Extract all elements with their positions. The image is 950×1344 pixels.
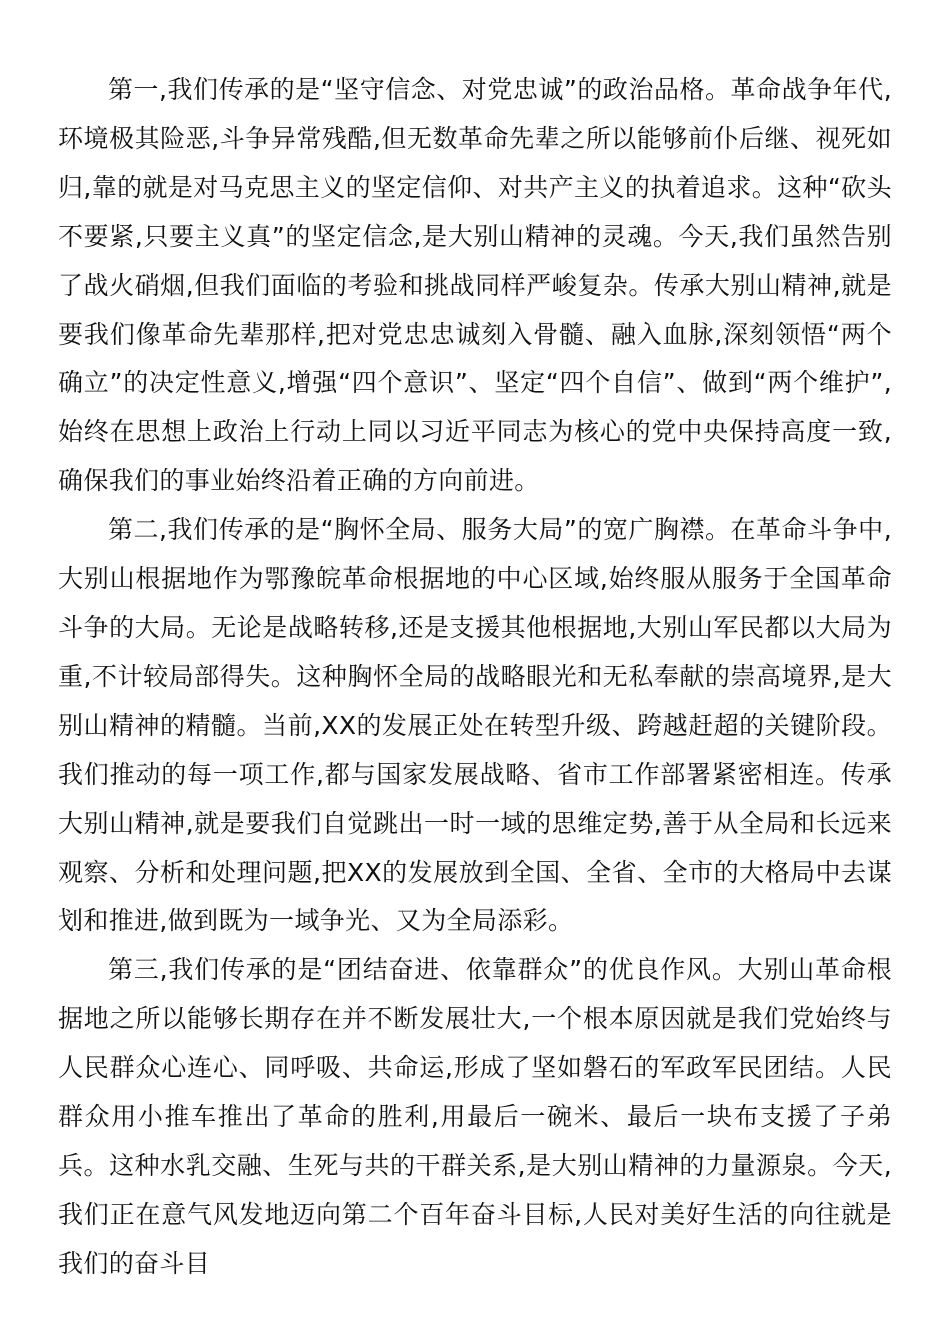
paragraph-third: 第三,我们传承的是“团结奋进、依靠群众”的优良作风。大别山革命根据地之所以能够长期存在并不断发展壮大,一个根本原因就是我们党始终与人民群众心连心、同呼吸、共命运,形成了坚如磐石的军政军民团结。人民群众用小推车推出了革命的胜利,用最后一碗米、最后一块布支援了子弟兵。这种水乳交融、生死与共的干群关系,是大别山精神的力量源泉。今天,我们正在意气风发地迈向第二个百年奋斗目标,人民对美好生活的向往就是我们的奋斗目 (58, 955, 892, 1278)
paragraph-second: 第二,我们传承的是“胸怀全局、服务大局”的宽广胸襟。在革命斗争中,大别山根据地作为鄂豫皖革命根据地的中心区域,始终服从服务于全国革命斗争的大局。无论是战略转移,还是支援其他根据地,大别山军民都以大局为重,不计较局部得失。这种胸怀全局的战略眼光和无私奉献的崇高境界,是大别山精神的精髓。当前,XX的发展正处在转型升级、跨越赶超的关键阶段。我们推动的每一项工作,都与国家发展战略、省市工作部署紧密相连。传承大别山精神,就是要我们自觉跳出一时一域的思维定势,善于从全局和长远来观察、分析和处理问题,把XX的发展放到全国、全省、全市的大格局中去谋划和推进,做到既为一域争光、又为全局添彩。 (58, 515, 892, 936)
document-body (58, 66, 892, 1289)
paragraph-first: 第一,我们传承的是“坚守信念、对党忠诚”的政治品格。革命战争年代,环境极其险恶,斗争异常残酷,但无数革命先辈之所以能够前仆后继、视死如归,靠的就是对马克思主义的坚定信仰、对共产主义的执着追求。这种“砍头不要紧,只要主义真”的坚定信念,是大别山精神的灵魂。今天,我们虽然告别了战火硝烟,但我们面临的考验和挑战同样严峻复杂。传承大别山精神,就是要我们像革命先辈那样,把对党忠忠诚刻入骨髓、融入血脉,深刻领悟“两个确立”的决定性意义,增强“四个意识”、坚定“四个自信”、做到“两个维护”,始终在思想上政治上行动上同以习近平同志为核心的党中央保持高度一致,确保我们的事业始终沿着正确的方向前进。 (58, 75, 892, 496)
